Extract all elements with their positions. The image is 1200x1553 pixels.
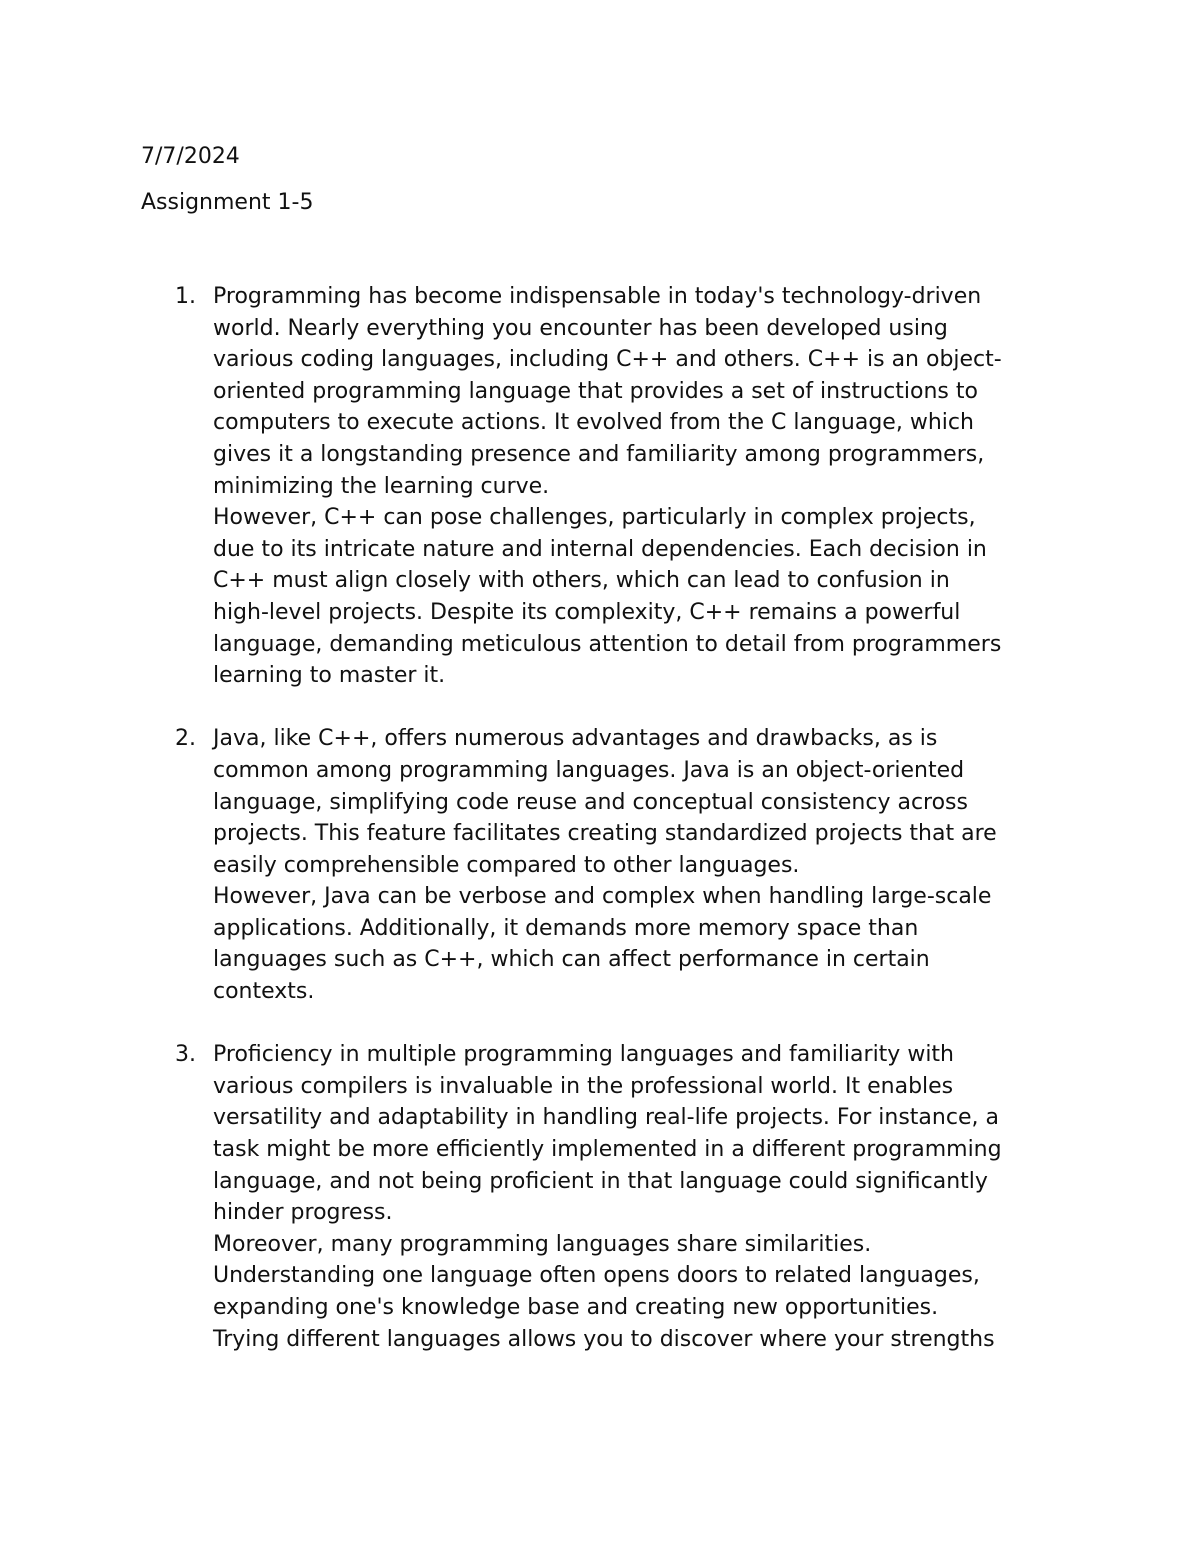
text-line: computers to execute actions. It evolved from the C language, which [213, 410, 974, 436]
text-line: projects. This feature facilitates creating standardized projects that are [213, 821, 997, 847]
text-line: contexts. [213, 979, 315, 1005]
text-line: oriented programming language that provides a set of instructions to [213, 378, 978, 404]
list-item-paragraph [213, 1039, 1200, 1355]
text-line: language, simplifying code reuse and conceptual consistency across [213, 789, 968, 815]
text-line: various compilers is invaluable in the professional world. It enables [213, 1073, 954, 1099]
list-item-paragraph [213, 281, 1200, 692]
list-item-number: 3. [175, 1042, 196, 1068]
text-line: expanding one's knowledge base and creating new opportunities. [213, 1295, 939, 1320]
list-item [0, 281, 1200, 692]
text-line: However, Java can be verbose and complex when handling large-scale [213, 884, 992, 910]
list-item [0, 723, 1200, 1007]
text-line: Java, like C++, offers numerous advantages and drawbacks, as is [213, 726, 938, 752]
document-date: 7/7/2024 [141, 144, 240, 169]
text-line: language, demanding meticulous attention to detail from programmers [213, 631, 1002, 657]
text-line: Trying different languages allows you to discover where your strengths [213, 1326, 995, 1352]
text-line: easily comprehensible compared to other languages. [213, 852, 800, 878]
text-line: applications. Additionally, it demands more memory space than [213, 915, 919, 941]
text-line: learning to master it. [213, 663, 446, 689]
text-line: task might be more efficiently implemented in a different programming [213, 1137, 1002, 1163]
text-line: languages such as C++, which can affect performance in certain [213, 947, 930, 973]
text-line: Understanding one language often opens doors to related languages, [213, 1263, 980, 1289]
text-line: Proficiency in multiple programming languages and familiarity with [213, 1042, 954, 1068]
numbered-list [0, 281, 1200, 1387]
text-line: Moreover, many programming languages share similarities. [213, 1231, 872, 1257]
text-line: various coding languages, including C++ and others. C++ is an object- [213, 347, 1002, 373]
list-item-number: 1. [175, 284, 196, 309]
text-line: hinder progress. [213, 1200, 393, 1226]
text-line: high-level projects. Despite its complexity, C++ remains a powerful [213, 599, 961, 625]
text-line: C++ must align closely with others, which can lead to confusion in [213, 568, 950, 594]
text-line: language, and not being proficient in that language could significantly [213, 1168, 988, 1194]
text-line: gives it a longstanding presence and familiarity among programmers, [213, 441, 985, 467]
document-title: Assignment 1-5 [141, 190, 314, 215]
list-item [0, 1039, 1200, 1355]
text-line: versatility and adaptability in handling real-life projects. For instance, a [213, 1105, 999, 1131]
text-line: due to its intricate nature and internal dependencies. Each decision in [213, 536, 987, 562]
text-line: However, C++ can pose challenges, particularly in complex projects, [213, 505, 976, 531]
text-line: common among programming languages. Java is an object-oriented [213, 757, 965, 783]
text-line: world. Nearly everything you encounter has been developed using [213, 315, 948, 341]
list-item-paragraph [213, 723, 1200, 1007]
text-line: Programming has become indispensable in today's technology-driven [213, 284, 982, 309]
list-item-number: 2. [175, 726, 196, 752]
text-line: minimizing the learning curve. [213, 473, 550, 499]
